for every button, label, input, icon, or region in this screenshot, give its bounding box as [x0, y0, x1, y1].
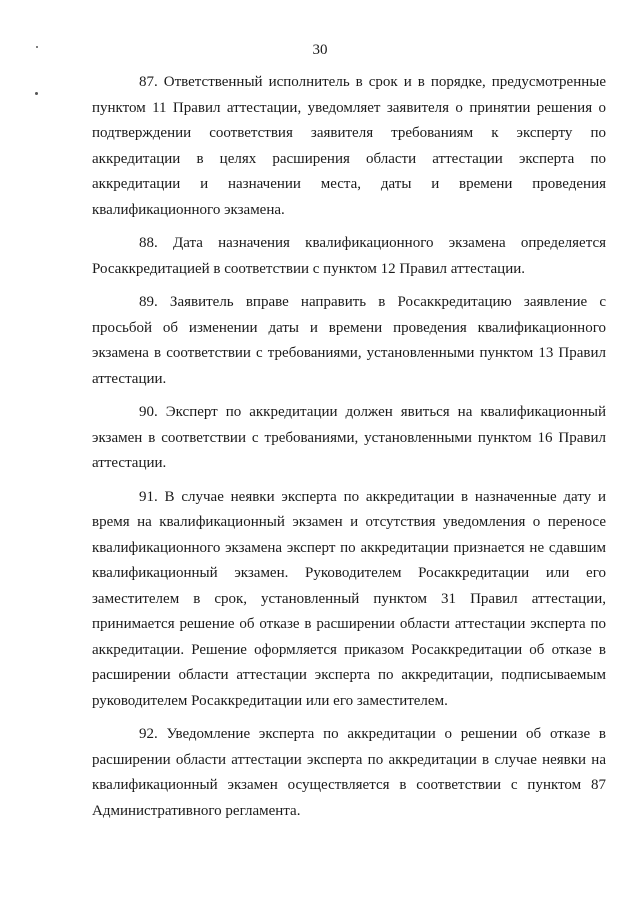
scan-speck: [35, 92, 38, 95]
paragraph-87: 87. Ответственный исполнитель в срок и в порядке, предусмотренные пунктом 11 Правил аттестации, уведомляет заявителя о принятии решения о подтверждении соответствия заявителя требованиям к эксперту по аккредитации в целях расширения области аттестации эксперта по аккредитации и назначении места, даты и времени проведения квалификационного экзамена.: [92, 74, 606, 218]
paragraph-89: 89. Заявитель вправе направить в Росаккредитацию заявление с просьбой об изменении даты и времени проведения квалификационного экзамена в соответствии с требованиями, установленными пунктом 13 Правил аттестации.: [92, 294, 606, 387]
document-body: [92, 70, 606, 832]
page-number: 30: [312, 42, 328, 58]
paragraph-91: 91. В случае неявки эксперта по аккредитации в назначенные дату и время на квалификационный экзамен и отсутствия уведомления о переносе квалификационного экзамена эксперт по аккредитации признается не сдавшим квалификационный экзамен. Руководителем Росаккредитации или его заместителем в срок, установленный пунктом 31 Правил аттестации, принимается решение об отказе в расширении области аттестации эксперта по аккредитации. Решение оформляется приказом Росаккредитации об отказе в расширении области аттестации эксперта по аккредитации, подписываемым руководителем Росаккредитации или его заместителем.: [92, 488, 606, 709]
paragraph-90: 90. Эксперт по аккредитации должен явиться на квалификационный экзамен в соответствии с требованиями, установленными пунктом 16 Правил аттестации.: [92, 404, 606, 471]
paragraph-92: 92. Уведомление эксперта по аккредитации о решении об отказе в расширении области аттестации эксперта по аккредитации в случае неявки на квалификационный экзамен осуществляется в соответствии с пунктом 87 Административного регламента.: [92, 726, 606, 819]
paragraph-88: 88. Дата назначения квалификационного экзамена определяется Росаккредитацией в соответствии с пунктом 12 Правил аттестации.: [92, 235, 606, 277]
